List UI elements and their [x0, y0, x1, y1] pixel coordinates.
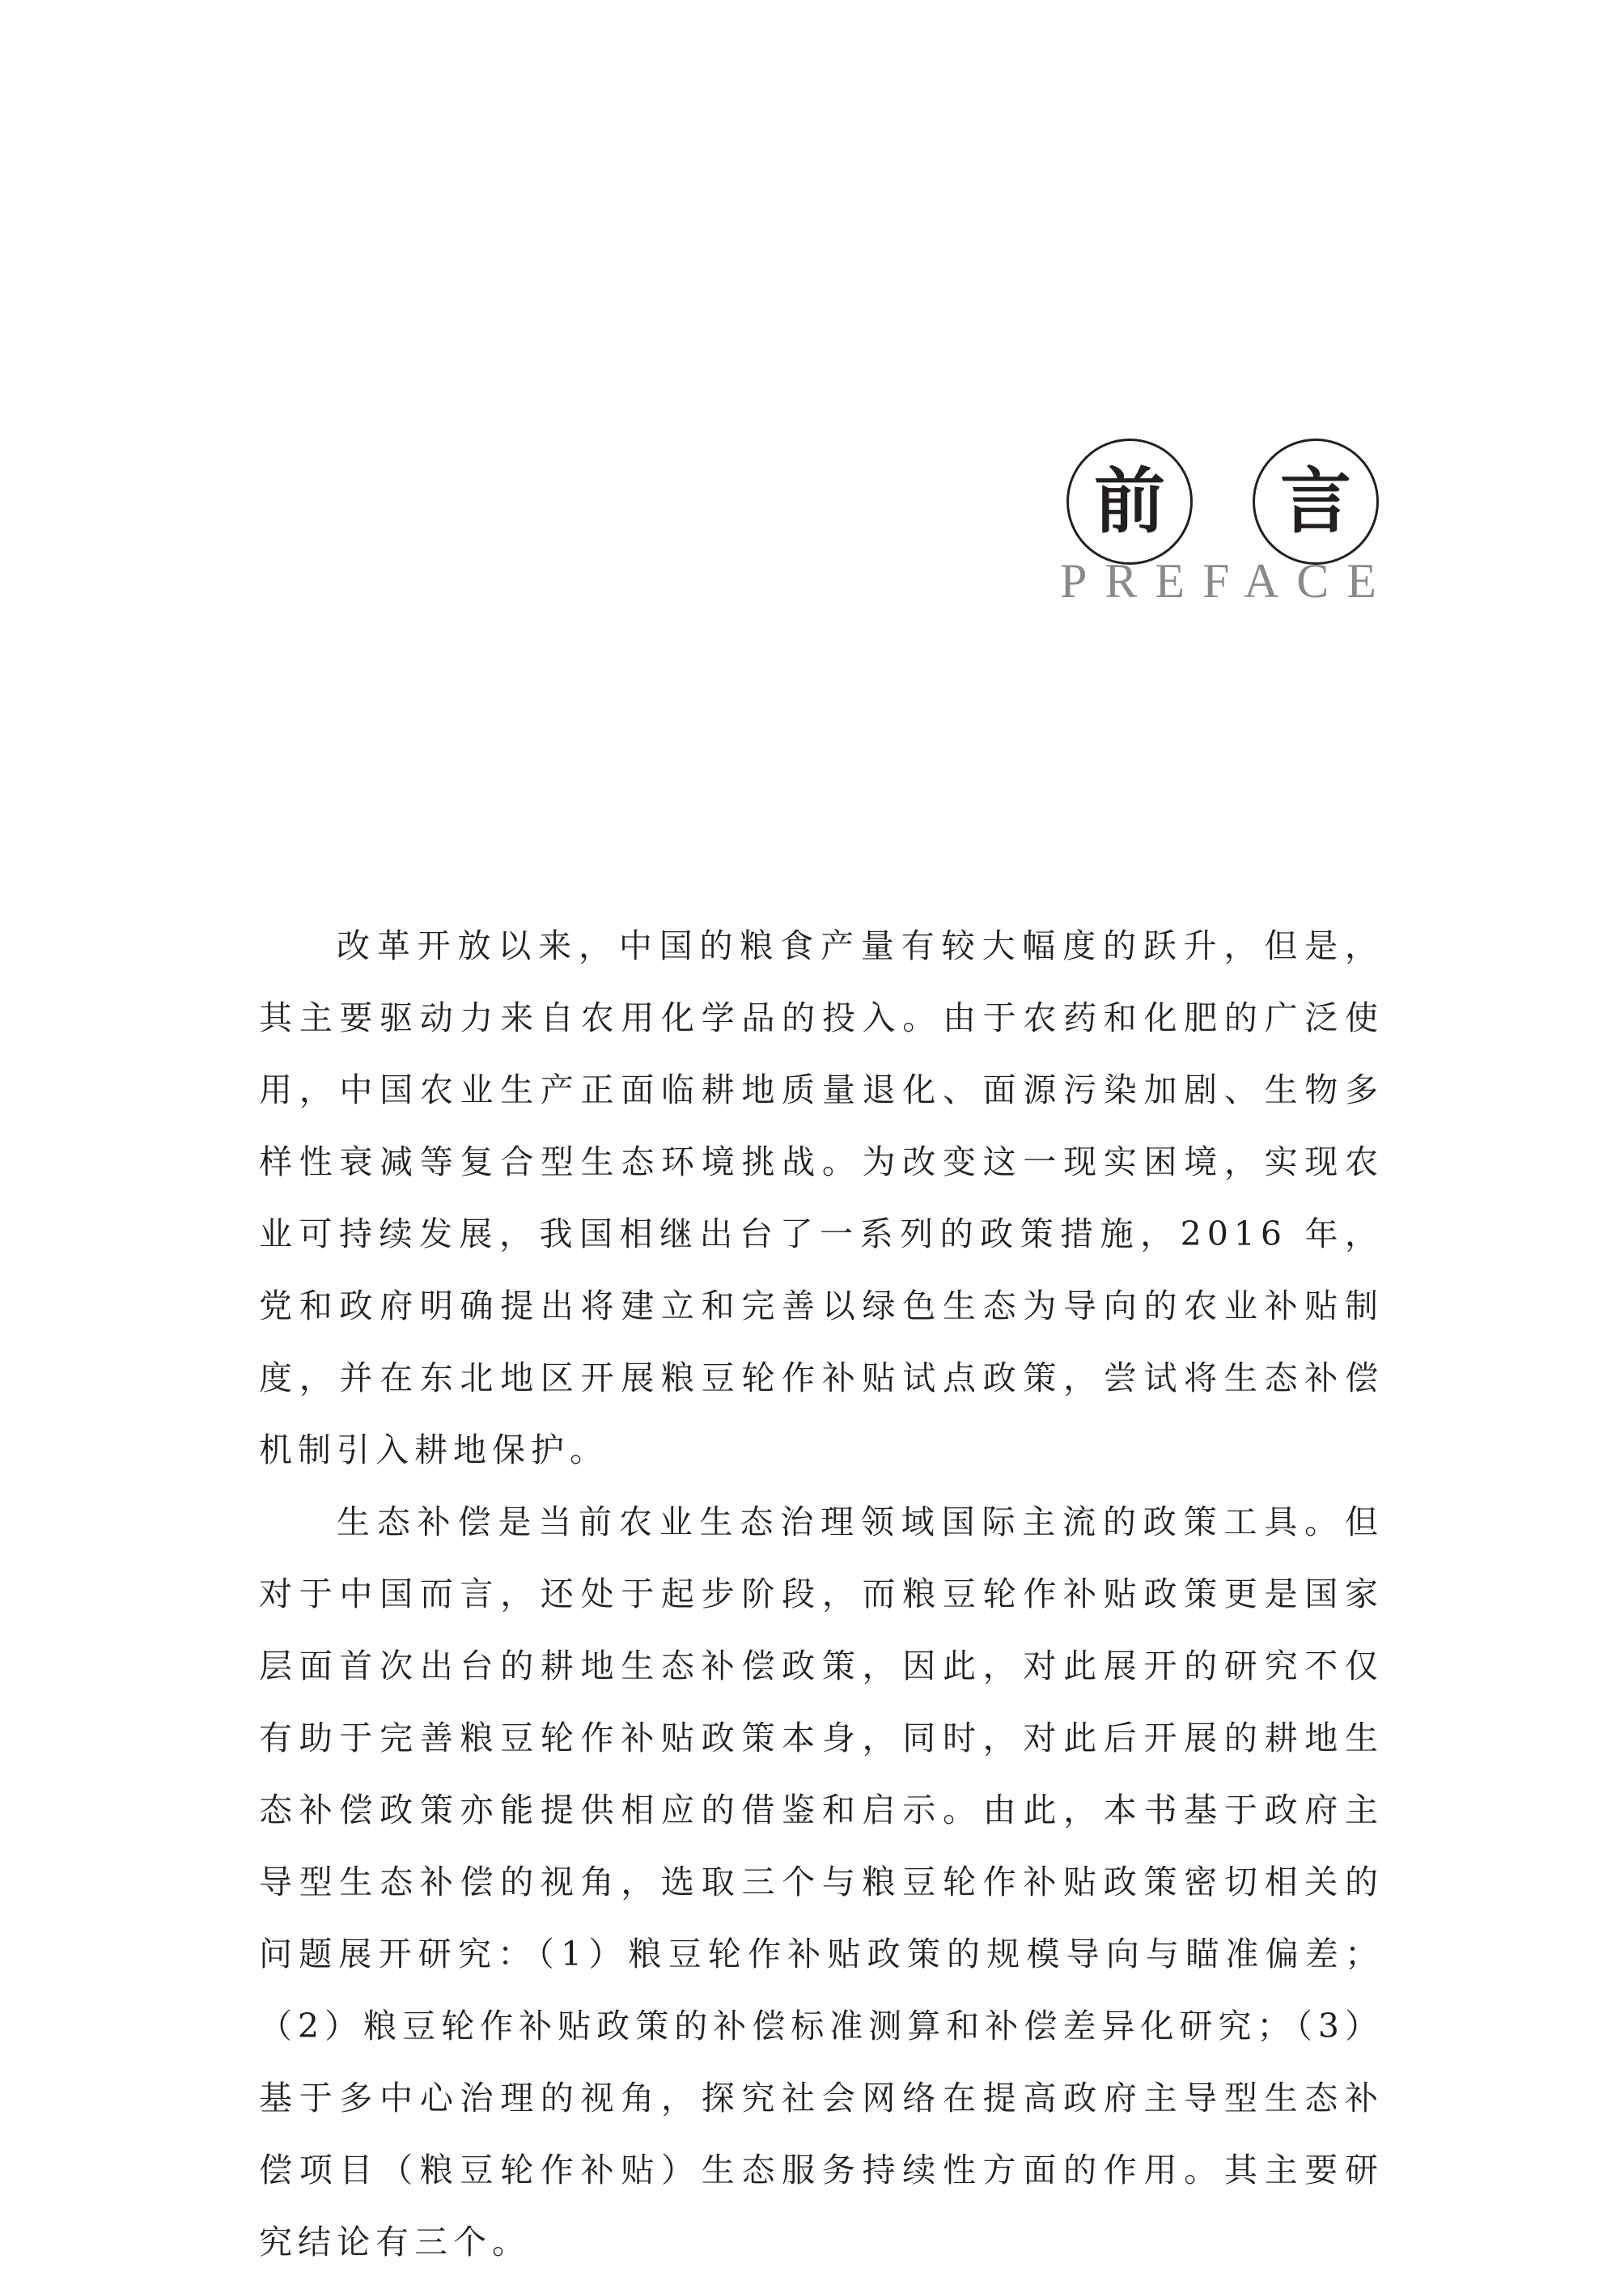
preface-body	[259, 910, 1384, 2278]
paragraph-1: 改革开放以来，中国的粮食产量有较大幅度的跃升，但是，其主要驱动力来自农用化学品的投入。由于农药和化肥的广泛使用，中国农业生产正面临耕地质量退化、面源污染加剧、生物多样性衰减等复合型生态环境挑战。为改变这一现实困境，实现农业可持续发展，我国相继出台了一系列的政策措施，2016 年，党和政府明确提出将建立和完善以绿色生态为导向的农业补贴制度，并在东北地区开展粮豆轮作补贴试点政策，尝试将生态补偿机制引入耕地保护。	[259, 926, 1384, 1469]
heading-subtitle: PREFACE	[1060, 554, 1394, 608]
heading-char-circle-2: 言	[1253, 439, 1379, 565]
preface-heading	[1060, 439, 1394, 617]
paragraph-2: 生态补偿是当前农业生态治理领域国际主流的政策工具。但对于中国而言，还处于起步阶段，而粮豆轮作补贴政策更是国家层面首次出台的耕地生态补偿政策，因此，对此展开的研究不仅有助于完善粮豆轮作补贴政策本身，同时，对此后开展的耕地生态补偿政策亦能提供相应的借鉴和启示。由此，本书基于政府主导型生态补偿的视角，选取三个与粮豆轮作补贴政策密切相关的问题展开研究：（1）粮豆轮作补贴政策的规模导向与瞄准偏差；（2）粮豆轮作补贴政策的补偿标准测算和补偿差异化研究；（3）基于多中心治理的视角，探究社会网络在提高政府主导型生态补偿项目（粮豆轮作补贴）生态服务持续性方面的作用。其主要研究结论有三个。	[259, 1503, 1384, 2261]
heading-char-circle-1: 前	[1066, 439, 1193, 565]
